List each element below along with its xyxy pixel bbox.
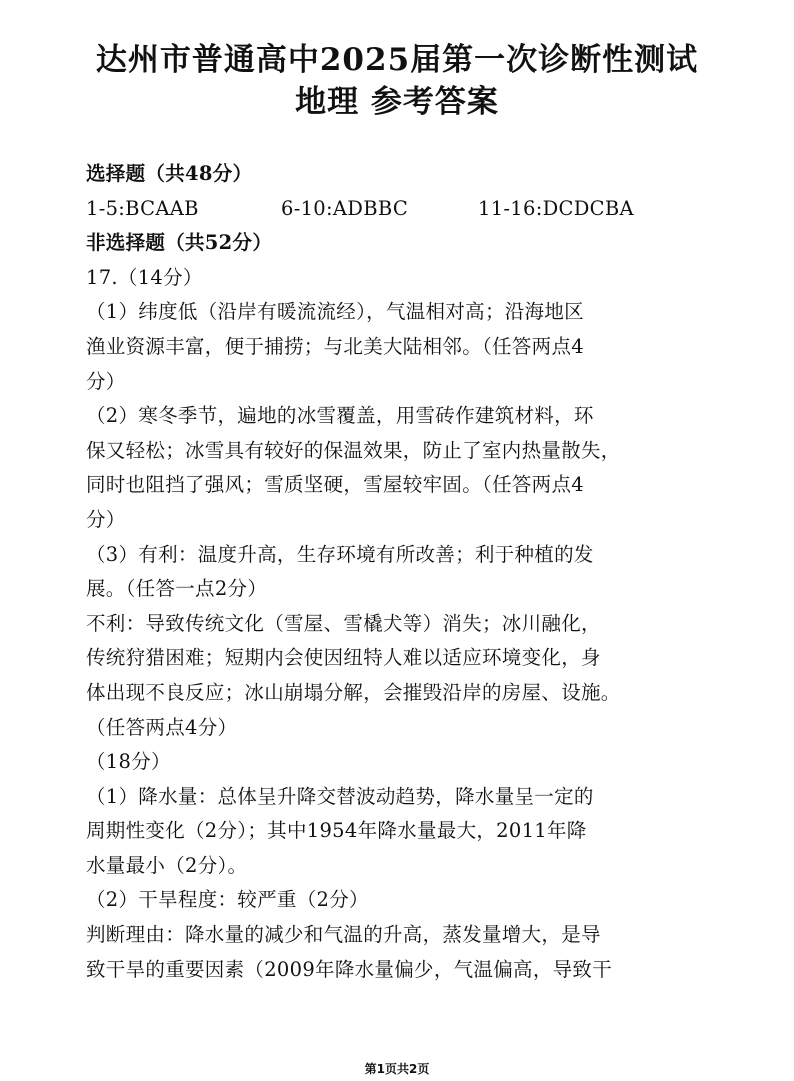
answer-line: （任答两点4分）: [86, 715, 238, 739]
answer-line: 展。（任答一点2分）: [86, 577, 268, 601]
answer-line: （18分）: [86, 750, 171, 774]
choice-answer-group: 1-5:BCAAB: [86, 196, 199, 220]
answer-line: （2）干旱程度：较严重（2分）: [86, 888, 369, 912]
answer-line: 17.（14分）: [86, 265, 203, 289]
choice-answer-group: 6-10:ADBBC: [281, 196, 409, 220]
answer-line: 分）: [86, 507, 126, 531]
answer-line: 致干旱的重要因素（2009年降水量偏少，气温偏高，导致干: [86, 957, 613, 981]
choice-answers-row: [86, 192, 686, 227]
answer-line: 保又轻松；冰雪具有较好的保温效果，防止了室内热量散失，: [86, 438, 621, 462]
answer-content: [86, 157, 686, 987]
section-heading: 非选择题（共52分）: [86, 231, 273, 255]
answer-line: 判断理由：降水量的减少和气温的升高，蒸发量增大，是导: [86, 923, 601, 947]
answer-line: 周期性变化（2分）；其中1954年降水量最大，2011年降: [86, 819, 587, 843]
choice-section-heading: 选择题（共48分）: [86, 162, 253, 185]
answer-line: 体出现不良反应；冰山崩塌分解，会摧毁沿岸的房屋、设施。: [86, 680, 621, 704]
answer-line: 水量最小（2分）。: [86, 853, 248, 877]
answer-line: （2）寒冬季节，遍地的冰雪覆盖，用雪砖作建筑材料，环: [86, 404, 594, 428]
choice-answer-group: 11-16:DCDCBA: [478, 196, 634, 220]
document-subtitle: 地理 参考答案: [295, 84, 499, 120]
answer-line: （1）降水量：总体呈升降交替波动趋势，降水量呈一定的: [86, 784, 594, 808]
answer-line: （3）有利：温度升高，生存环境有所改善；利于种植的发: [86, 542, 594, 566]
page-number: 第1页共2页: [364, 1062, 430, 1076]
document-title: 达州市普通高中2025届第一次诊断性测试: [95, 42, 699, 78]
answer-line: 分）: [86, 369, 126, 393]
answer-line: 不利：导致传统文化（雪屋、雪橇犬等）消失；冰川融化，: [86, 611, 601, 635]
answer-line: 同时也阻挡了强风；雪质坚硬，雪屋较牢固。（任答两点4: [86, 473, 584, 497]
answer-lines: [86, 226, 686, 987]
answer-line: 传统狩猎困难；短期内会使因纽特人难以适应环境变化，身: [86, 646, 601, 670]
answer-line: 渔业资源丰富，便于捕捞；与北美大陆相邻。（任答两点4: [86, 334, 584, 358]
answer-line: （1）纬度低（沿岸有暖流流经），气温相对高；沿海地区: [86, 300, 584, 324]
